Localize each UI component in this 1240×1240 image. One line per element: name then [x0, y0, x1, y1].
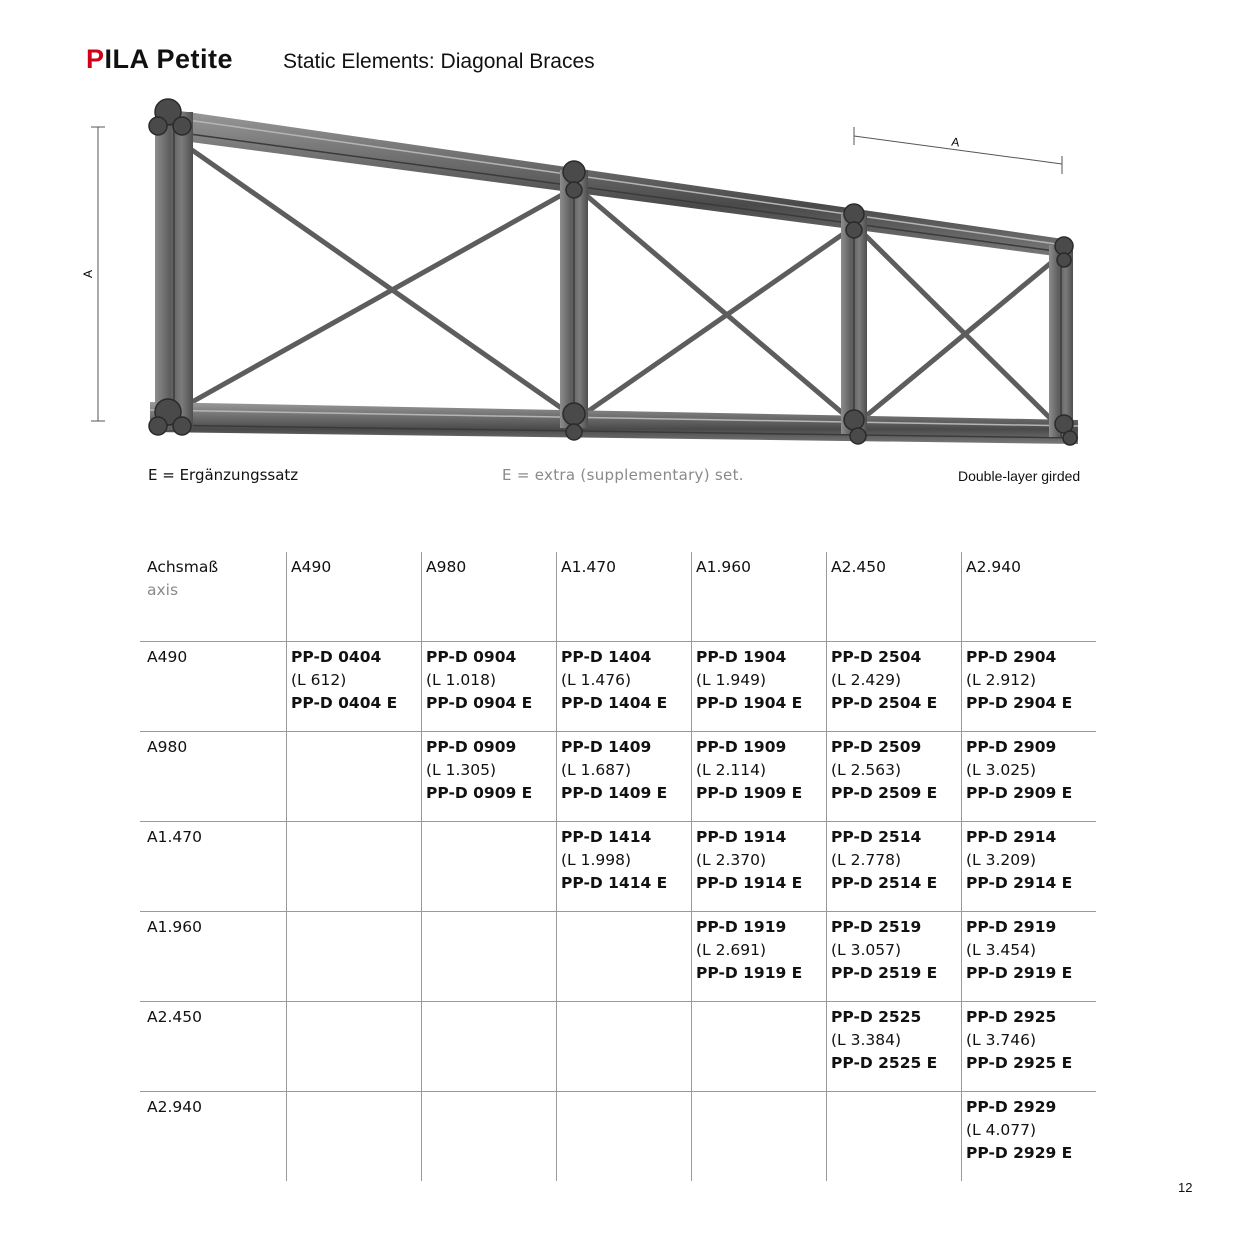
- horizontal-dimension-label: A: [950, 134, 961, 150]
- part-code: PP-D 0904: [426, 648, 517, 666]
- part-code: PP-D 2509: [831, 738, 922, 756]
- table-row: [140, 912, 1096, 1002]
- row-header: A2.450: [140, 1002, 287, 1092]
- column-header: A490: [287, 552, 422, 642]
- part-length: (L 2.429): [831, 671, 902, 689]
- diagonal-brace-truss-illustration: [0, 90, 1240, 460]
- extension-code: PP-D 1919 E: [696, 964, 803, 982]
- extension-code: PP-D 0909 E: [426, 784, 533, 802]
- part-length: (L 3.057): [831, 941, 902, 959]
- part-code: PP-D 2904: [966, 648, 1057, 666]
- table-cell: [692, 822, 827, 912]
- column-header: A2.940: [962, 552, 1097, 642]
- row-header: A1.960: [140, 912, 287, 1002]
- table-cell: [962, 912, 1097, 1002]
- table-cell: [557, 822, 692, 912]
- table-row: [140, 642, 1096, 732]
- table-cell: [962, 642, 1097, 732]
- table-cell: [962, 822, 1097, 912]
- extension-code: PP-D 1914 E: [696, 874, 803, 892]
- brand-initial: P: [86, 44, 105, 74]
- table-cell: [692, 912, 827, 1002]
- part-length: (L 2.114): [696, 761, 767, 779]
- axis-label-en: axis: [147, 581, 179, 599]
- bottom-chord: [150, 402, 1078, 444]
- table-cell: [287, 912, 422, 1002]
- vertical-dimension-label: A: [81, 269, 95, 279]
- part-code: PP-D 2914: [966, 828, 1057, 846]
- table-row: [140, 822, 1096, 912]
- table-cell: [557, 912, 692, 1002]
- part-length: (L 4.077): [966, 1121, 1037, 1139]
- part-code: PP-D 2919: [966, 918, 1057, 936]
- part-length: (L 2.778): [831, 851, 902, 869]
- extension-code: PP-D 1404 E: [561, 694, 668, 712]
- part-length: (L 612): [291, 671, 347, 689]
- extension-code: PP-D 0904 E: [426, 694, 533, 712]
- column-header: A2.450: [827, 552, 962, 642]
- extension-code: PP-D 1414 E: [561, 874, 668, 892]
- part-code: PP-D 1414: [561, 828, 652, 846]
- row-header: A1.470: [140, 822, 287, 912]
- table-cell: [827, 642, 962, 732]
- column-header: A1.470: [557, 552, 692, 642]
- extension-code: PP-D 2504 E: [831, 694, 938, 712]
- supplementary-set-note-de: E = Ergänzungssatz: [148, 466, 299, 484]
- axis-label-de: Achsmaß: [147, 558, 219, 576]
- part-code: PP-D 2504: [831, 648, 922, 666]
- row-header: A2.940: [140, 1092, 287, 1182]
- extension-code: PP-D 2525 E: [831, 1054, 938, 1072]
- row-header: A490: [140, 642, 287, 732]
- part-code: PP-D 1409: [561, 738, 652, 756]
- extension-code: PP-D 2904 E: [966, 694, 1073, 712]
- girder-type-label: Double-layer girded: [958, 468, 1081, 484]
- part-code: PP-D 0909: [426, 738, 517, 756]
- part-code: PP-D 1909: [696, 738, 787, 756]
- part-length: (L 1.687): [561, 761, 632, 779]
- part-code: PP-D 0404: [291, 648, 382, 666]
- part-length: (L 2.370): [696, 851, 767, 869]
- page-title: [86, 44, 233, 75]
- part-length: (L 1.018): [426, 671, 497, 689]
- extension-code: PP-D 1904 E: [696, 694, 803, 712]
- table-row: [140, 732, 1096, 822]
- table-cell: [827, 822, 962, 912]
- table-cell: [557, 1092, 692, 1182]
- extension-code: PP-D 2509 E: [831, 784, 938, 802]
- row-header: A980: [140, 732, 287, 822]
- part-length: (L 1.476): [561, 671, 632, 689]
- top-chord: [160, 108, 1070, 258]
- page-number: 12: [1178, 1180, 1193, 1195]
- table-cell: [287, 732, 422, 822]
- part-code: PP-D 2514: [831, 828, 922, 846]
- part-length: (L 2.563): [831, 761, 902, 779]
- part-code: PP-D 2519: [831, 918, 922, 936]
- extension-code: PP-D 1909 E: [696, 784, 803, 802]
- axis-corner-cell: [140, 552, 287, 642]
- part-code: PP-D 2909: [966, 738, 1057, 756]
- part-length: (L 3.454): [966, 941, 1037, 959]
- extension-code: PP-D 2519 E: [831, 964, 938, 982]
- part-length: (L 3.025): [966, 761, 1037, 779]
- part-code: PP-D 1904: [696, 648, 787, 666]
- part-length: (L 3.746): [966, 1031, 1037, 1049]
- table-cell: [422, 1092, 557, 1182]
- table-cell: [557, 642, 692, 732]
- extension-code: PP-D 1409 E: [561, 784, 668, 802]
- part-length: (L 2.912): [966, 671, 1037, 689]
- table-cell: [692, 642, 827, 732]
- part-code: PP-D 2929: [966, 1098, 1057, 1116]
- table-cell: [422, 1002, 557, 1092]
- part-code: PP-D 1914: [696, 828, 787, 846]
- part-length: (L 3.384): [831, 1031, 902, 1049]
- table-cell: [422, 642, 557, 732]
- horizontal-dimension-line: [854, 127, 1062, 174]
- extension-code: PP-D 0404 E: [291, 694, 398, 712]
- part-code: PP-D 2525: [831, 1008, 922, 1026]
- supplementary-set-note-en: E = extra (supplementary) set.: [502, 466, 744, 484]
- table-cell: [422, 732, 557, 822]
- part-code: PP-D 1919: [696, 918, 787, 936]
- part-length: (L 1.305): [426, 761, 497, 779]
- table-cell: [827, 1092, 962, 1182]
- brand-name: ILA Petite: [104, 44, 234, 74]
- table-cell: [557, 1002, 692, 1092]
- extension-code: PP-D 2929 E: [966, 1144, 1073, 1162]
- table-cell: [287, 1002, 422, 1092]
- table-cell: [692, 1092, 827, 1182]
- vertical-posts: [155, 112, 1073, 437]
- table-cell: [692, 732, 827, 822]
- part-code: PP-D 2925: [966, 1008, 1057, 1026]
- part-code: PP-D 1404: [561, 648, 652, 666]
- part-length: (L 2.691): [696, 941, 767, 959]
- extension-code: PP-D 2914 E: [966, 874, 1073, 892]
- table-cell: [827, 1002, 962, 1092]
- page-subtitle: Static Elements: Diagonal Braces: [283, 50, 595, 73]
- table-cell: [287, 1092, 422, 1182]
- column-header: A980: [422, 552, 557, 642]
- extension-code: PP-D 2919 E: [966, 964, 1073, 982]
- table-cell: [557, 732, 692, 822]
- table-cell: [287, 822, 422, 912]
- part-length: (L 1.998): [561, 851, 632, 869]
- column-header: A1.960: [692, 552, 827, 642]
- table-cell: [962, 732, 1097, 822]
- part-length: (L 3.209): [966, 851, 1037, 869]
- table-row: [140, 1002, 1096, 1092]
- table-cell: [827, 732, 962, 822]
- table-cell: [962, 1092, 1097, 1182]
- table-cell: [962, 1002, 1097, 1092]
- extension-code: PP-D 2909 E: [966, 784, 1073, 802]
- table-row: [140, 1092, 1096, 1182]
- extension-code: PP-D 2514 E: [831, 874, 938, 892]
- table-cell: [287, 642, 422, 732]
- diagonal-brace-table: [140, 552, 1096, 1181]
- extension-code: PP-D 2925 E: [966, 1054, 1073, 1072]
- table-cell: [422, 822, 557, 912]
- table-cell: [422, 912, 557, 1002]
- part-length: (L 1.949): [696, 671, 767, 689]
- table-cell: [692, 1002, 827, 1092]
- table-header-row: [140, 552, 1096, 642]
- table-cell: [827, 912, 962, 1002]
